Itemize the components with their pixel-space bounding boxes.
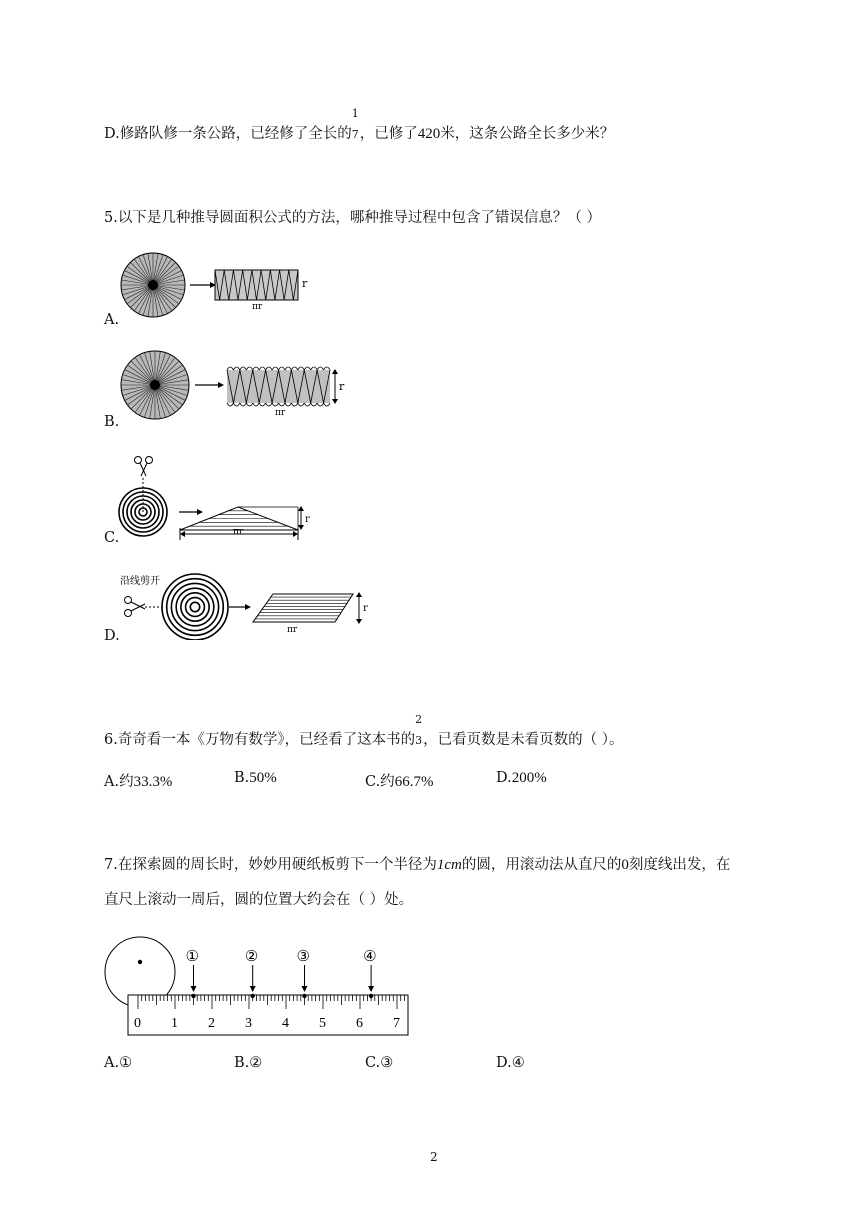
bump-bottom [227,403,233,406]
marker-label: ② [244,947,259,965]
q6-option-c: C.约66.7% [365,774,434,790]
bump-top [253,367,259,370]
marker-label: ③ [296,947,310,965]
scissors-icon [135,457,153,477]
q5-stem: 5.以下是几种推导圆面积公式的方法，哪种推导过程中包含了错误信息？（ ） [104,210,601,226]
marker-dot [369,994,373,998]
q6-stem: 6.奇奇看一本《万物有数学》，已经看了这本书的 2 3，已看页数是未看页数的（ ）。 [104,730,623,751]
q7-stem-line1: 7.在探索圆的周长时，妙妙用硬纸板剪下一个半径为1cm的圆，用滚动法从直尺的0刻度线出发，在 [104,857,731,873]
q7-option-d: D.④ [496,1055,525,1071]
q5-figure-d [115,570,380,640]
fig-a-r: r [302,277,308,290]
bump-bottom [246,403,252,406]
ruler-label: 3 [245,1016,252,1031]
fig-d-r: r [363,603,368,614]
bump-bottom [279,403,285,406]
bump-bottom [317,403,323,406]
marker-arrowhead [250,986,256,992]
bump-top [240,367,246,370]
bump-bottom [285,403,291,406]
parallelogram [253,594,353,622]
q4-option-d: D.修路队修一条公路，已经修了全长的 1 7，已修了420米，这条公路全长多少米？ [104,124,614,145]
q7-ruler-figure [100,935,420,1040]
fig-b-pir: πr [275,408,286,418]
page-number: 2 [430,1150,438,1164]
q5-figure-c [115,450,325,545]
ruler-label: 1 [171,1016,178,1031]
fig-a-pir: πr [252,302,263,312]
bump-bottom [291,403,297,406]
q7-radius: 1cm [436,857,462,873]
bump-bottom [298,403,304,406]
fig-b-r: r [339,380,345,393]
circle-center [150,380,160,390]
ring [190,602,199,611]
bump-top [304,367,310,370]
q5-label-d: D. [104,628,120,644]
bump-top [317,367,323,370]
ruler-label: 5 [319,1016,326,1031]
marker-arrowhead [368,986,374,992]
fig-d-pir: πr [287,625,298,635]
q4d-prefix: D.修路队修一条公路，已经修了全长的 [104,126,352,142]
q7-option-b: B.② [234,1055,263,1071]
q5-figure-a [115,250,315,320]
bumpy-fill [227,370,330,403]
bump-bottom [311,403,317,406]
q6-option-b: B.50% [234,770,277,786]
bump-bottom [233,403,239,406]
bump-top [298,367,304,370]
q6-option-d: D.200% [496,770,547,786]
bump-bottom [324,403,330,406]
bump-bottom [266,403,272,406]
ruler-label: 0 [134,1016,141,1031]
bump-top [285,367,291,370]
marker-dot [251,994,255,998]
scissors-icon [125,597,146,617]
fig-c-pir: πr [233,527,244,537]
bump-top [291,367,297,370]
marker-dot [191,994,195,998]
marker-arrowhead [191,986,197,992]
bump-top [279,367,285,370]
fig-d-cut-label: 沿线剪开 [120,576,160,587]
q5-label-c: C. [104,530,120,546]
marker-dot [302,994,306,998]
bump-bottom [272,403,278,406]
q7-option-a: A.① [104,1055,133,1071]
bump-bottom [304,403,310,406]
bump-bottom [259,403,265,406]
ruler-label: 4 [282,1016,289,1031]
q6-fraction: 2 3 [415,713,423,747]
marker-label: ④ [363,947,377,965]
q4d-fraction: 1 7 [351,107,359,141]
bump-top [272,367,278,370]
q7-option-c: C.③ [365,1055,394,1071]
q7-stem-line2: 直尺上滚动一周后，圆的位置大约会在（ ）处。 [104,892,414,908]
circle-center [148,280,158,290]
bump-top [259,367,265,370]
q5-label-b: B. [104,414,120,430]
fig-c-r: r [305,514,310,525]
bump-bottom [240,403,246,406]
bump-top [266,367,272,370]
bump-top [233,367,239,370]
ruler-label: 6 [356,1016,363,1031]
q4d-number: 420 [417,126,441,142]
q5-figure-b [115,345,355,420]
q5-label-a: A. [104,312,120,328]
bump-top [311,367,317,370]
q6-option-a: A.约33.3% [104,774,173,790]
bump-bottom [253,403,259,406]
ruler-label: 2 [208,1016,215,1031]
marker-arrowhead [302,986,308,992]
bump-top [246,367,252,370]
bump-top [227,367,233,370]
bump-top [324,367,330,370]
marker-label: ① [185,947,199,965]
ruler-label: 7 [393,1016,400,1031]
